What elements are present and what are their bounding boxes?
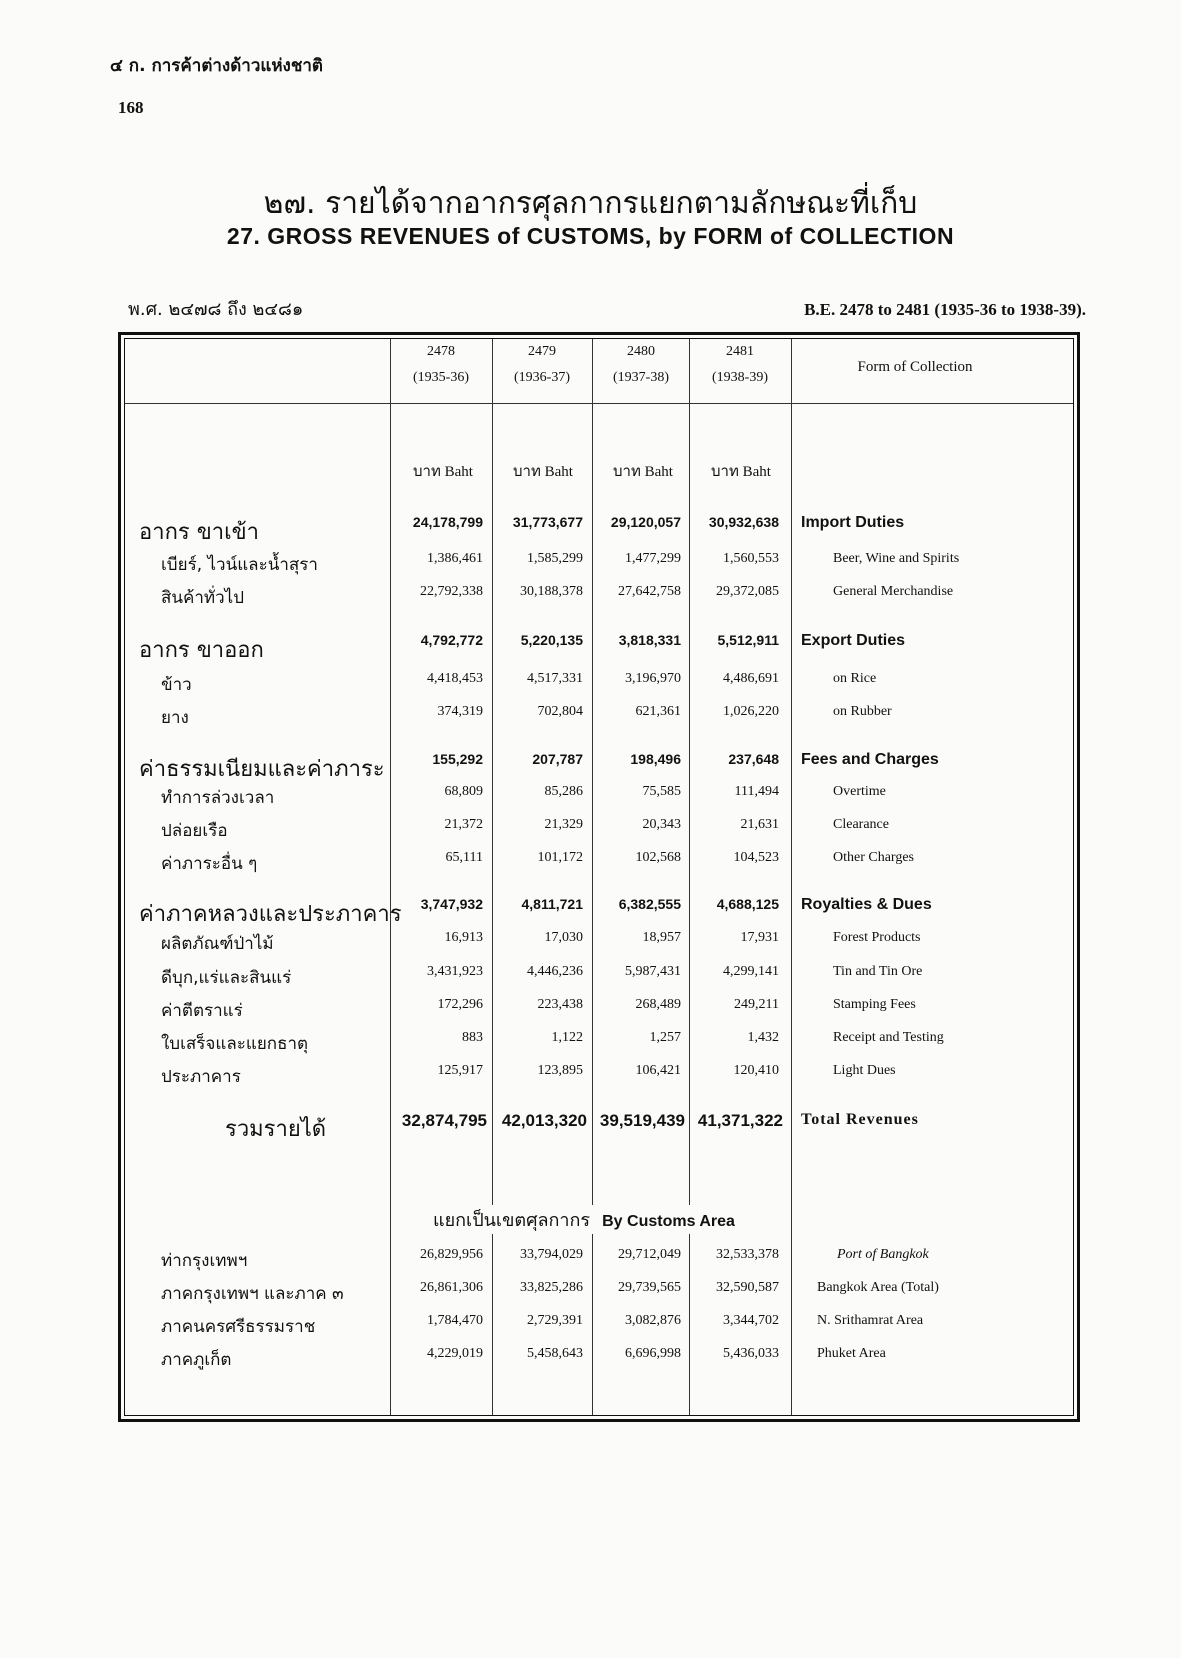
table-row (125, 896, 1073, 928)
value-cell: 4,486,691 (723, 671, 779, 686)
value-cell: 207,787 (532, 751, 583, 767)
table-row (125, 964, 1073, 996)
unit-label: บาท Baht (513, 464, 573, 480)
row-label-thai: อากร ขาเข้า (139, 520, 260, 545)
value-cell: 3,082,876 (625, 1313, 681, 1328)
table-row (125, 632, 1073, 664)
row-label-english: Receipt and Testing (833, 1030, 944, 1045)
total-value-cell: 39,519,439 (599, 1111, 685, 1130)
row-label-english: Other Charges (833, 850, 914, 865)
unit-label: บาท Baht (613, 464, 673, 480)
value-cell: 4,811,721 (521, 896, 583, 912)
page-title-english: 27. GROSS REVENUES of CUSTOMS, by FORM of COLLECTION (226, 223, 955, 249)
value-cell: 33,825,286 (520, 1280, 583, 1295)
value-cell: 1,560,553 (723, 551, 779, 566)
value-cell: 27,642,758 (618, 584, 681, 599)
row-label-english: Tin and Tin Ore (833, 964, 923, 979)
row-label-thai: อากร ขาออก (139, 638, 264, 663)
table-row (125, 930, 1073, 962)
value-cell: 198,496 (630, 751, 681, 767)
value-cell: 75,585 (642, 784, 681, 799)
row-label-english: Clearance (833, 817, 889, 832)
value-cell: 249,211 (734, 997, 779, 1012)
table-row (125, 1346, 1073, 1378)
customs-area-header-thai: แยกเป็นเขตศุลกากร (433, 1210, 591, 1231)
value-cell: 702,804 (537, 704, 583, 719)
value-cell: 21,329 (544, 817, 583, 832)
row-label-thai: ค่าภาระอื่น ๆ (161, 854, 258, 874)
row-label-english: Phuket Area (817, 1346, 886, 1361)
value-cell: 30,188,378 (520, 584, 583, 599)
value-cell: 1,784,470 (427, 1313, 483, 1328)
value-cell: 1,026,220 (723, 704, 779, 719)
customs-area-header-english: By Customs Area (602, 1213, 735, 1230)
table-row (125, 1247, 1073, 1279)
value-cell: 3,747,932 (420, 896, 483, 912)
row-label-thai: ปล่อยเรือ (161, 821, 228, 841)
value-cell: 4,229,019 (427, 1346, 483, 1361)
unit-label: บาท Baht (413, 464, 473, 480)
value-cell: 172,296 (437, 997, 483, 1012)
row-label-english: on Rice (833, 671, 877, 686)
value-cell: 1,122 (551, 1030, 583, 1045)
value-cell: 33,794,029 (520, 1247, 583, 1262)
value-cell: 4,517,331 (527, 671, 583, 686)
row-label-thai: ผลิตภัณฑ์ป่าไม้ (161, 934, 274, 954)
row-label-english: Light Dues (833, 1063, 896, 1078)
row-label-english: General Merchandise (833, 584, 954, 599)
value-cell: 32,533,378 (716, 1247, 779, 1262)
value-cell: 3,344,702 (723, 1313, 779, 1328)
value-cell: 104,523 (733, 850, 779, 865)
table-row (125, 1313, 1073, 1345)
value-cell: 26,861,306 (420, 1280, 483, 1295)
row-label-thai: ค่าตีตราแร่ (161, 1001, 243, 1021)
value-cell: 85,286 (544, 784, 583, 799)
total-label-english: Total Revenues (801, 1111, 919, 1128)
row-label-english: N. Srithamrat Area (817, 1313, 924, 1328)
table-row (125, 751, 1073, 783)
table-row (125, 1030, 1073, 1062)
section-label: ๔ ก. การค้าต่างด้าวแห่งชาติ (110, 56, 323, 76)
total-label-thai: รวมรายได้ (225, 1117, 327, 1142)
row-label-english: Bangkok Area (Total) (817, 1280, 939, 1295)
value-cell: 31,773,677 (512, 514, 583, 530)
row-label-thai: ประภาคาร (161, 1067, 241, 1087)
value-cell: 268,489 (635, 997, 681, 1012)
value-cell: 5,987,431 (625, 964, 681, 979)
row-label-thai: ใบเสร็จและแยกธาตุ (161, 1034, 309, 1054)
value-cell: 5,220,135 (520, 632, 583, 648)
total-row (125, 1111, 1073, 1143)
value-cell: 106,421 (635, 1063, 681, 1078)
value-cell: 4,688,125 (716, 896, 779, 912)
table-inner-border (124, 338, 1074, 1416)
table-row (125, 817, 1073, 849)
value-cell: 5,436,033 (723, 1346, 779, 1361)
value-cell: 68,809 (444, 784, 483, 799)
value-cell: 223,438 (537, 997, 583, 1012)
form-of-collection-header: Form of Collection (857, 359, 973, 375)
total-value-cell: 42,013,320 (501, 1111, 587, 1130)
value-cell: 2,729,391 (527, 1313, 583, 1328)
value-cell: 3,196,970 (625, 671, 681, 686)
value-cell: 1,585,299 (527, 551, 583, 566)
table-row (125, 1063, 1073, 1095)
year-header: 2481 (1938-39) (712, 344, 768, 385)
row-label-thai: ค่าธรรมเนียมและค่าภาระ (139, 757, 385, 782)
value-cell: 102,568 (635, 850, 681, 865)
value-cell: 123,895 (537, 1063, 583, 1078)
value-cell: 120,410 (733, 1063, 779, 1078)
row-label-english: Export Duties (801, 632, 906, 649)
page-title-thai: ๒๗. รายได้จากอากรศุลกากรแยกตามลักษณะที่เก็บ (263, 186, 918, 221)
value-cell: 29,120,057 (610, 514, 681, 530)
value-cell: 1,477,299 (625, 551, 681, 566)
value-cell: 5,512,911 (717, 632, 779, 648)
value-cell: 26,829,956 (420, 1247, 483, 1262)
value-cell: 22,792,338 (420, 584, 483, 599)
row-label-english: Beer, Wine and Spirits (833, 551, 960, 566)
table-row (125, 584, 1073, 616)
value-cell: 17,931 (740, 930, 779, 945)
value-cell: 5,458,643 (527, 1346, 583, 1361)
total-value-cell: 32,874,795 (401, 1111, 487, 1130)
value-cell: 125,917 (437, 1063, 483, 1078)
value-cell: 155,292 (432, 751, 483, 767)
row-label-thai: ภาคนครศรีธรรมราช (161, 1317, 316, 1337)
value-cell: 101,172 (537, 850, 583, 865)
table-row (125, 850, 1073, 882)
row-label-thai: สินค้าทั่วไป (161, 588, 245, 608)
revenue-table (118, 332, 1080, 1422)
value-cell: 24,178,799 (412, 514, 483, 530)
value-cell: 18,957 (642, 930, 681, 945)
value-cell: 6,696,998 (625, 1346, 681, 1361)
row-label-thai: ข้าว (161, 675, 192, 695)
value-cell: 29,739,565 (618, 1280, 681, 1295)
value-cell: 30,932,638 (708, 514, 779, 530)
value-cell: 20,343 (642, 817, 681, 832)
row-label-thai: ค่าภาคหลวงและประภาคาร (139, 902, 402, 927)
table-row (125, 784, 1073, 816)
table-row (125, 997, 1073, 1029)
value-cell: 4,418,453 (427, 671, 483, 686)
page-number: 168 (118, 98, 144, 117)
total-value-cell: 41,371,322 (697, 1111, 783, 1130)
row-label-english: Forest Products (833, 930, 921, 945)
row-label-english: on Rubber (833, 704, 892, 719)
year-header: 2478 (1935-36) (413, 344, 469, 385)
table-row (125, 551, 1073, 583)
value-cell: 3,431,923 (427, 964, 483, 979)
row-label-english: Import Duties (801, 514, 905, 531)
value-cell: 1,432 (747, 1030, 779, 1045)
value-cell: 4,792,772 (420, 632, 483, 648)
value-cell: 16,913 (444, 930, 483, 945)
table-row (125, 671, 1073, 703)
value-cell: 21,631 (740, 817, 779, 832)
value-cell: 65,111 (445, 850, 483, 865)
value-cell: 17,030 (544, 930, 583, 945)
row-label-english: Stamping Fees (833, 997, 916, 1012)
value-cell: 32,590,587 (716, 1280, 779, 1295)
value-cell: 883 (462, 1030, 483, 1045)
value-cell: 374,319 (437, 704, 483, 719)
value-cell: 3,818,331 (618, 632, 681, 648)
unit-label: บาท Baht (711, 464, 771, 480)
row-label-english: Port of Bangkok (837, 1247, 929, 1262)
value-cell: 111,494 (734, 784, 779, 799)
row-label-english: Overtime (833, 784, 886, 799)
value-cell: 4,299,141 (723, 964, 779, 979)
table-row (125, 514, 1073, 546)
value-cell: 29,372,085 (716, 584, 779, 599)
row-label-thai: เบียร์, ไวน์และน้ำสุรา (161, 555, 318, 575)
row-label-thai: ภาคภูเก็ต (161, 1350, 232, 1370)
row-label-thai: ภาคกรุงเทพฯ และภาค ๓ (161, 1284, 344, 1304)
value-cell: 4,446,236 (527, 964, 583, 979)
row-label-english: Fees and Charges (801, 751, 939, 768)
value-cell: 1,386,461 (427, 551, 483, 566)
row-label-thai: ดีบุก,แร่และสินแร่ (161, 968, 292, 988)
row-label-thai: ท่ากรุงเทพฯ (161, 1251, 248, 1271)
value-cell: 1,257 (649, 1030, 681, 1045)
year-header: 2480 (1937-38) (613, 344, 669, 385)
row-label-thai: ยาง (161, 708, 189, 728)
period-english: B.E. 2478 to 2481 (1935-36 to 1938-39). (804, 300, 1086, 319)
year-header: 2479 (1936-37) (514, 344, 570, 385)
value-cell: 29,712,049 (618, 1247, 681, 1262)
row-label-english: Royalties & Dues (801, 896, 932, 913)
value-cell: 21,372 (444, 817, 483, 832)
value-cell: 6,382,555 (618, 896, 681, 912)
header-divider (125, 403, 1073, 404)
table-row (125, 1280, 1073, 1312)
value-cell: 237,648 (728, 751, 779, 767)
table-row (125, 704, 1073, 736)
value-cell: 621,361 (635, 704, 681, 719)
period-thai: พ.ศ. ๒๔๗๘ ถึง ๒๔๘๑ (128, 299, 304, 320)
row-label-thai: ทำการล่วงเวลา (161, 788, 275, 808)
customs-area-header (425, 1205, 743, 1234)
